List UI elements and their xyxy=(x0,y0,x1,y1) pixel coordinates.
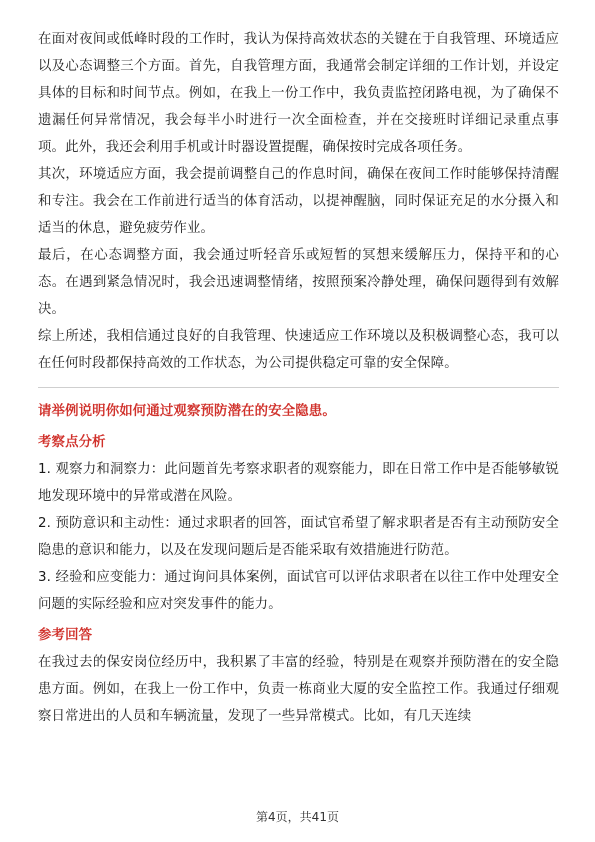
answer-paragraph-mindset: 最后，在心态调整方面，我会通过听轻音乐或短暂的冥想来缓解压力，保持平和的心态。在遇到紧急情况时，我会迅速调整情绪，按照预案冷静处理，确保问题得到有效解决。 xyxy=(38,248,559,317)
analysis-item: 3. 经验和应变能力：通过询问具体案例，面试官可以评估求职者在以往工作中处理安全问题的实际经验和应对突发事件的能力。 xyxy=(38,570,559,612)
page-number-footer: 第4页，共41页 xyxy=(256,810,339,824)
analysis-title: 考察点分析 xyxy=(38,435,106,450)
page-content xyxy=(38,26,559,730)
reference-answer-title: 参考回答 xyxy=(38,628,93,643)
answer-paragraph-self-management: 在面对夜间或低峰时段的工作时，我认为保持高效状态的关键在于自我管理、环境适应以及心态调整三个方面。首先，自我管理方面，我通常会制定详细的工作计划，并设定具体的目标和时间节点。例如，在我上一份工作中，我负责监控闭路电视，为了确保不遗漏任何异常情况，我会每半小时进行一次全面检查，并在交接班时详细记录重点事项。此外，我还会利用手机或计时器设置提醒，确保按时完成各项任务。 xyxy=(38,32,559,155)
section-divider xyxy=(38,387,559,388)
answer-paragraph-summary: 综上所述，我相信通过良好的自我管理、快速适应工作环境以及积极调整心态，我可以在任何时段都保持高效的工作状态，为公司提供稳定可靠的安全保障。 xyxy=(38,329,559,371)
analysis-item: 1. 观察力和洞察力：此问题首先考察求职者的观察能力，即在日常工作中是否能够敏锐地发现环境中的异常或潜在风险。 xyxy=(38,462,559,504)
analysis-item: 2. 预防意识和主动性：通过求职者的回答，面试官希望了解求职者是否有主动预防安全隐患的意识和能力，以及在发现问题后是否能采取有效措施进行防范。 xyxy=(38,516,559,558)
reference-answer-text: 在我过去的保安岗位经历中，我积累了丰富的经验，特别是在观察并预防潜在的安全隐患方面。例如，在我上一份工作中，负责一栋商业大厦的安全监控工作。我通过仔细观察日常进出的人员和车辆流量，发现了一些异常模式。比如，有几天连续 xyxy=(38,655,559,724)
question-heading: 请举例说明你如何通过观察预防潜在的安全隐患。 xyxy=(38,404,336,419)
answer-paragraph-environment: 其次，环境适应方面，我会提前调整自己的作息时间，确保在夜间工作时能够保持清醒和专注。我会在工作前进行适当的体育活动，以提神醒脑，同时保证充足的水分摄入和适当的休息，避免疲劳作业。 xyxy=(38,167,559,236)
